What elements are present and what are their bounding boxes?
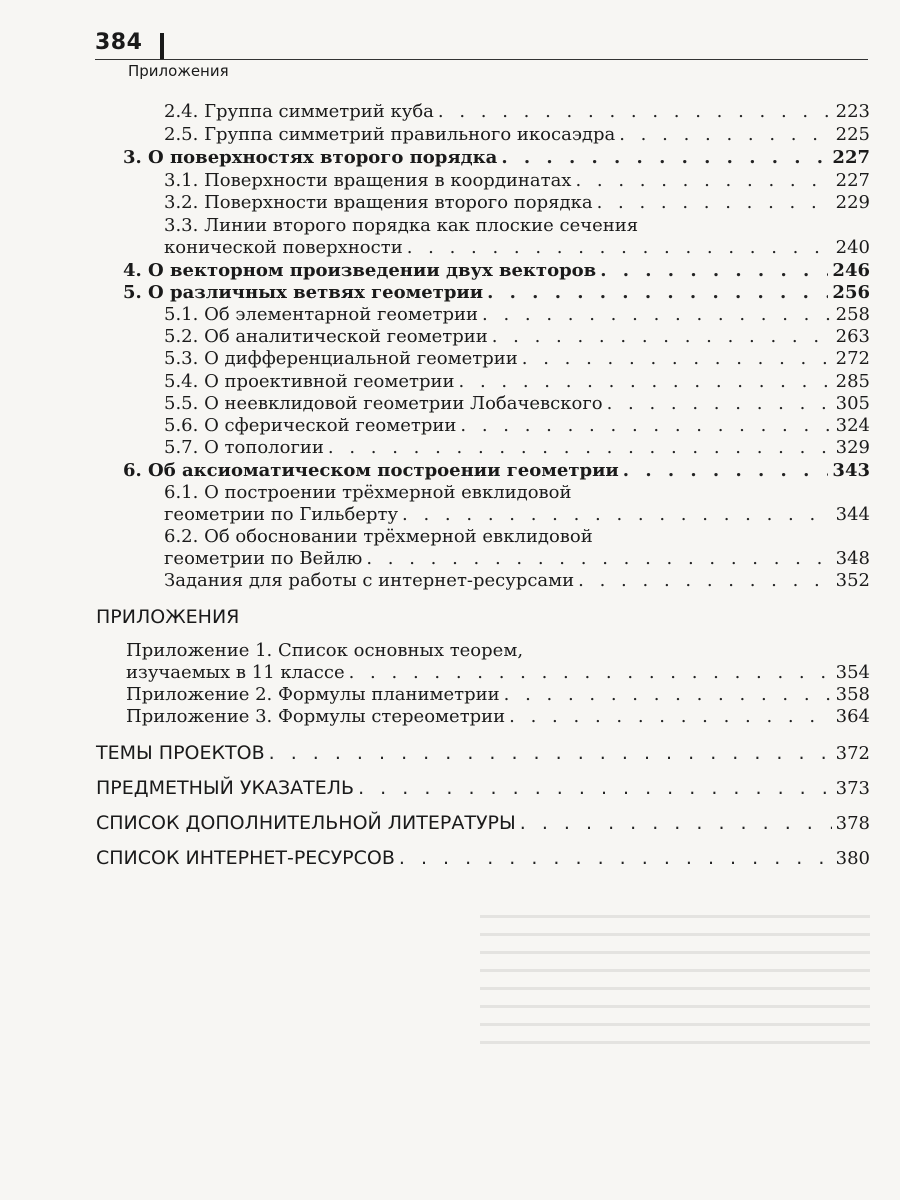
toc-chapter-entry	[123, 460, 870, 482]
toc-chapter-entry	[123, 282, 870, 304]
dot-leader	[578, 570, 831, 592]
running-header: Приложения	[128, 62, 229, 80]
dot-leader	[623, 460, 829, 482]
toc-entry-page: 354	[835, 662, 870, 683]
toc-entry-page: 256	[832, 282, 870, 303]
toc-entry-title: изучаемых в 11 классе	[126, 662, 345, 683]
toc-entry-title: 3.1. Поверхности вращения в координатах	[164, 170, 572, 191]
toc-entry-title: СПИСОК ИНТЕРНЕТ-РЕСУРСОВ	[96, 847, 395, 869]
dot-leader	[482, 304, 832, 326]
dot-leader	[509, 706, 831, 728]
toc-entry-page: 344	[835, 504, 870, 525]
toc-entry-page: 227	[832, 147, 870, 168]
toc-entry-page: 348	[835, 548, 870, 569]
toc-entry-title: 6. Об аксиоматическом построении геометрии	[123, 460, 619, 481]
dot-leader	[269, 742, 832, 764]
back-matter-entry	[96, 812, 870, 835]
back-matter-entry	[96, 777, 870, 800]
dot-leader	[487, 282, 828, 304]
toc-entry-title: СПИСОК ДОПОЛНИТЕЛЬНОЙ ЛИТЕРАТУРЫ	[96, 812, 516, 834]
dot-leader	[366, 548, 831, 570]
toc-entry-page: 246	[832, 260, 870, 281]
toc-entry	[164, 415, 870, 437]
toc-entry-title: геометрии по Вейлю	[164, 548, 363, 569]
toc-entry-title: 3. О поверхностях второго порядка	[123, 147, 498, 168]
toc-entry	[164, 124, 870, 146]
toc-entry-title: 5.2. Об аналитической геометрии	[164, 326, 488, 347]
toc-entry-page: 364	[835, 706, 870, 727]
toc-entry-page: 305	[835, 393, 870, 414]
toc-chapter-entry	[123, 260, 870, 282]
toc-entry	[164, 101, 870, 123]
toc-entry-title: Приложение 2. Формулы планиметрии	[126, 684, 500, 705]
header-rule	[95, 59, 868, 60]
toc-entry-title: 4. О векторном произведении двух векторов	[123, 260, 597, 281]
toc-entry-page: 324	[835, 415, 870, 436]
toc-entry-page: 352	[835, 570, 870, 591]
appendix-entry	[126, 662, 870, 684]
toc-entry-first-line: Приложение 1. Список основных теорем,	[126, 640, 524, 661]
toc-entry	[164, 393, 870, 415]
appendix-entry	[126, 684, 870, 706]
back-matter-entry	[96, 742, 870, 765]
toc-entry-page: 343	[832, 460, 870, 481]
appendix-entry	[126, 706, 870, 728]
toc-entry-title: Приложение 3. Формулы стереометрии	[126, 706, 506, 727]
dot-leader	[501, 147, 828, 169]
appendices-heading: ПРИЛОЖЕНИЯ	[96, 606, 240, 628]
toc-entry	[164, 548, 870, 570]
toc-entry-title: 2.4. Группа симметрий куба	[164, 101, 434, 122]
toc-entry-title: 5.7. О топологии	[164, 437, 324, 458]
bleed-through-texture	[480, 900, 870, 1090]
toc-entry-first-line: 6.2. Об обосновании трёхмерной евклидовой	[164, 526, 593, 547]
dot-leader	[607, 393, 832, 415]
dot-leader	[402, 504, 832, 526]
toc-entry	[164, 170, 870, 192]
toc-entry-page: 223	[835, 101, 870, 122]
toc-entry-title: ТЕМЫ ПРОЕКТОВ	[96, 742, 265, 764]
toc-entry	[164, 570, 870, 592]
toc-entry	[164, 504, 870, 526]
toc-entry-page: 380	[835, 848, 870, 869]
toc-entry-page: 258	[835, 304, 870, 325]
dot-leader	[328, 437, 832, 459]
header-marker	[160, 33, 164, 59]
page-number: 384	[95, 30, 143, 55]
dot-leader	[349, 662, 832, 684]
toc-entry-title: 3.2. Поверхности вращения второго порядка	[164, 192, 593, 213]
toc-chapter-entry	[123, 147, 870, 169]
toc-entry-page: 285	[835, 371, 870, 392]
toc-entry-page: 372	[835, 743, 870, 764]
back-matter-entry	[96, 847, 870, 870]
dot-leader	[460, 415, 831, 437]
dot-leader	[619, 124, 831, 146]
toc-entry-title: ПРЕДМЕТНЫЙ УКАЗАТЕЛЬ	[96, 777, 355, 799]
toc-entry	[164, 304, 870, 326]
toc-entry-title: Задания для работы с интернет-ресурсами	[164, 570, 575, 591]
toc-entry	[164, 192, 870, 214]
dot-leader	[575, 170, 831, 192]
toc-entry-title: 5.1. Об элементарной геометрии	[164, 304, 479, 325]
toc-entry-title: 5.5. О неевклидовой геометрии Лобачевского	[164, 393, 603, 414]
dot-leader	[600, 260, 828, 282]
toc-entry-first-line: 3.3. Линии второго порядка как плоские сечения	[164, 215, 639, 236]
toc-entry-page: 378	[835, 813, 870, 834]
toc-entry-title: геометрии по Гильберту	[164, 504, 399, 525]
toc-entry-page: 227	[835, 170, 870, 191]
dot-leader	[597, 192, 832, 214]
dot-leader	[520, 812, 832, 834]
dot-leader	[459, 371, 832, 393]
toc-entry-title: 2.5. Группа симметрий правильного икосаэдра	[164, 124, 616, 145]
dot-leader	[399, 847, 832, 869]
toc-entry-page: 329	[835, 437, 870, 458]
toc-entry-first-line: 6.1. О построении трёхмерной евклидовой	[164, 482, 572, 503]
toc-entry-page: 373	[835, 778, 870, 799]
toc-entry-title: 5.4. О проективной геометрии	[164, 371, 455, 392]
toc-entry-page: 272	[835, 348, 870, 369]
dot-leader	[407, 237, 832, 259]
toc-entry-page: 358	[835, 684, 870, 705]
toc-entry	[164, 348, 870, 370]
toc-entry-page: 225	[835, 124, 870, 145]
toc-entry	[164, 326, 870, 348]
dot-leader	[358, 777, 832, 799]
toc-entry-page: 229	[835, 192, 870, 213]
dot-leader	[522, 348, 832, 370]
toc-entry	[164, 237, 870, 259]
toc-entry-title: 5.6. О сферической геометрии	[164, 415, 457, 436]
toc-entry-page: 240	[835, 237, 870, 258]
dot-leader	[492, 326, 832, 348]
toc-entry-title: 5. О различных ветвях геометрии	[123, 282, 484, 303]
toc-entry	[164, 371, 870, 393]
toc-entry-title: конической поверхности	[164, 237, 403, 258]
toc-entry	[164, 437, 870, 459]
dot-leader	[504, 684, 832, 706]
dot-leader	[438, 101, 832, 123]
toc-entry-page: 263	[835, 326, 870, 347]
toc-entry-title: 5.3. О дифференциальной геометрии	[164, 348, 518, 369]
